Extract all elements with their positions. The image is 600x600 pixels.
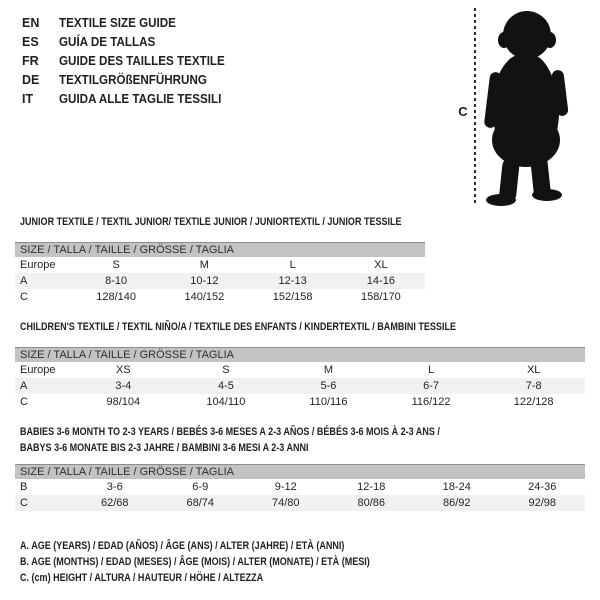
size-header-bar: SIZE / TALLA / TAILLE / GRÖSSE / TAGLIA bbox=[15, 464, 585, 479]
language-title: TEXTILE SIZE GUIDE bbox=[59, 15, 176, 30]
height-cell: 122/128 bbox=[513, 396, 554, 408]
height-cell: 104/110 bbox=[206, 396, 246, 408]
measure-label-c: C bbox=[458, 104, 468, 119]
row-label: Europe bbox=[20, 259, 56, 271]
table-row-months bbox=[15, 479, 585, 495]
legend-line-age-months: B. AGE (MONTHS) / EDAD (MESES) / ÂGE (MOIS) / ALTER (MONATE) / ETÀ (MESI) bbox=[20, 556, 370, 568]
table-row-age bbox=[15, 378, 585, 394]
height-cell: 74/80 bbox=[271, 497, 300, 509]
babies-table-title-line1: BABIES 3-6 MONTH TO 2-3 YEARS / BEBÉS 3-6 MESES A 2-3 AÑOS / BÉBÉS 3-6 MOIS À 2-3 ANS / bbox=[20, 426, 440, 438]
age-cell: 5-6 bbox=[320, 380, 337, 392]
legend-line-height-cm: C. (cm) HEIGHT / ALTURA / HAUTEUR / HÖHE / ALTEZZA bbox=[20, 572, 264, 584]
height-cell: 116/122 bbox=[411, 396, 451, 408]
height-cell: 86/92 bbox=[442, 497, 471, 509]
row-label: C bbox=[20, 396, 28, 408]
language-code: EN bbox=[22, 15, 40, 30]
language-code: DE bbox=[22, 72, 40, 87]
size-cell: L bbox=[428, 364, 435, 376]
age-cell: 6-7 bbox=[423, 380, 440, 392]
months-cell: 3-6 bbox=[106, 481, 123, 493]
size-cell: S bbox=[112, 259, 120, 271]
height-cell: 158/170 bbox=[360, 291, 401, 303]
language-row-es bbox=[22, 32, 237, 51]
baby-silhouette-icon bbox=[484, 8, 572, 206]
row-label: C bbox=[20, 291, 28, 303]
age-cell: 12-13 bbox=[278, 275, 307, 287]
language-title: GUÍA DE TALLAS bbox=[59, 34, 156, 49]
language-code: ES bbox=[22, 34, 39, 49]
months-cell: 18-24 bbox=[442, 481, 471, 493]
age-cell: 3-4 bbox=[115, 380, 132, 392]
table-row-europe bbox=[15, 362, 585, 378]
size-cell: XL bbox=[374, 259, 388, 271]
table-row-age bbox=[15, 273, 425, 289]
row-label: Europe bbox=[20, 364, 56, 376]
language-title: GUIDA ALLE TAGLIE TESSILI bbox=[59, 91, 222, 106]
language-code: IT bbox=[22, 91, 34, 106]
junior-size-table bbox=[15, 242, 425, 305]
row-label: C bbox=[20, 497, 28, 509]
row-label: A bbox=[20, 275, 28, 287]
table-row-height bbox=[15, 495, 585, 511]
size-cell: M bbox=[323, 364, 334, 376]
row-label: B bbox=[20, 481, 28, 493]
height-cell: 62/68 bbox=[100, 497, 129, 509]
height-cell: 98/104 bbox=[106, 396, 141, 408]
language-row-it bbox=[22, 89, 237, 108]
table-row-europe bbox=[15, 257, 425, 273]
row-label: A bbox=[20, 380, 28, 392]
babies-table-title-line2: BABYS 3-6 MONATE BIS 2-3 JAHRE / BAMBINI 3-6 MESI A 2-3 ANNI bbox=[20, 442, 309, 454]
size-header-bar: SIZE / TALLA / TAILLE / GRÖSSE / TAGLIA bbox=[15, 242, 425, 257]
height-cell: 140/152 bbox=[184, 291, 225, 303]
language-row-de bbox=[22, 70, 237, 89]
months-cell: 24-36 bbox=[528, 481, 557, 493]
language-row-fr bbox=[22, 51, 237, 70]
size-cell: XS bbox=[115, 364, 131, 376]
age-cell: 7-8 bbox=[525, 380, 542, 392]
children-table-title: CHILDREN'S TEXTILE / TEXTIL NIÑO/A / TEXTILE DES ENFANTS / KINDERTEXTIL / BAMBINI TESSILE bbox=[20, 321, 456, 333]
age-cell: 4-5 bbox=[217, 380, 234, 392]
children-size-table bbox=[15, 347, 585, 410]
junior-table-title: JUNIOR TEXTILE / TEXTIL JUNIOR/ TEXTILE JUNIOR / JUNIORTEXTIL / JUNIOR TESSILE bbox=[20, 216, 402, 228]
size-cell: L bbox=[289, 259, 296, 271]
babies-size-table bbox=[15, 464, 585, 511]
language-title: GUIDE DES TAILLES TEXTILE bbox=[59, 53, 225, 68]
height-cell: 92/98 bbox=[528, 497, 557, 509]
language-list bbox=[22, 13, 237, 108]
height-cell: 128/140 bbox=[96, 291, 136, 303]
table-row-height bbox=[15, 394, 585, 410]
months-cell: 12-18 bbox=[357, 481, 386, 493]
language-code: FR bbox=[22, 53, 39, 68]
months-cell: 9-12 bbox=[274, 481, 297, 493]
age-cell: 8-10 bbox=[105, 275, 128, 287]
height-cell: 110/116 bbox=[309, 396, 348, 408]
height-cell: 80/86 bbox=[357, 497, 386, 509]
language-row-en bbox=[22, 13, 237, 32]
language-title: TEXTILGRÖßENFÜHRUNG bbox=[59, 72, 207, 87]
height-cell: 68/74 bbox=[186, 497, 215, 509]
age-cell: 14-16 bbox=[366, 275, 395, 287]
size-cell: M bbox=[199, 259, 209, 271]
height-cell: 152/158 bbox=[272, 291, 313, 303]
months-cell: 6-9 bbox=[192, 481, 209, 493]
height-measure-dotted-line bbox=[474, 8, 476, 206]
table-row-height bbox=[15, 289, 425, 305]
size-cell: S bbox=[222, 364, 230, 376]
legend-line-age-years: A. AGE (YEARS) / EDAD (AÑOS) / ÂGE (ANS) / ALTER (JAHRE) / ETÀ (ANNI) bbox=[20, 540, 345, 552]
size-header-bar: SIZE / TALLA / TAILLE / GRÖSSE / TAGLIA bbox=[15, 347, 585, 362]
age-cell: 10-12 bbox=[190, 275, 219, 287]
size-cell: XL bbox=[526, 364, 541, 376]
legend bbox=[20, 538, 447, 586]
